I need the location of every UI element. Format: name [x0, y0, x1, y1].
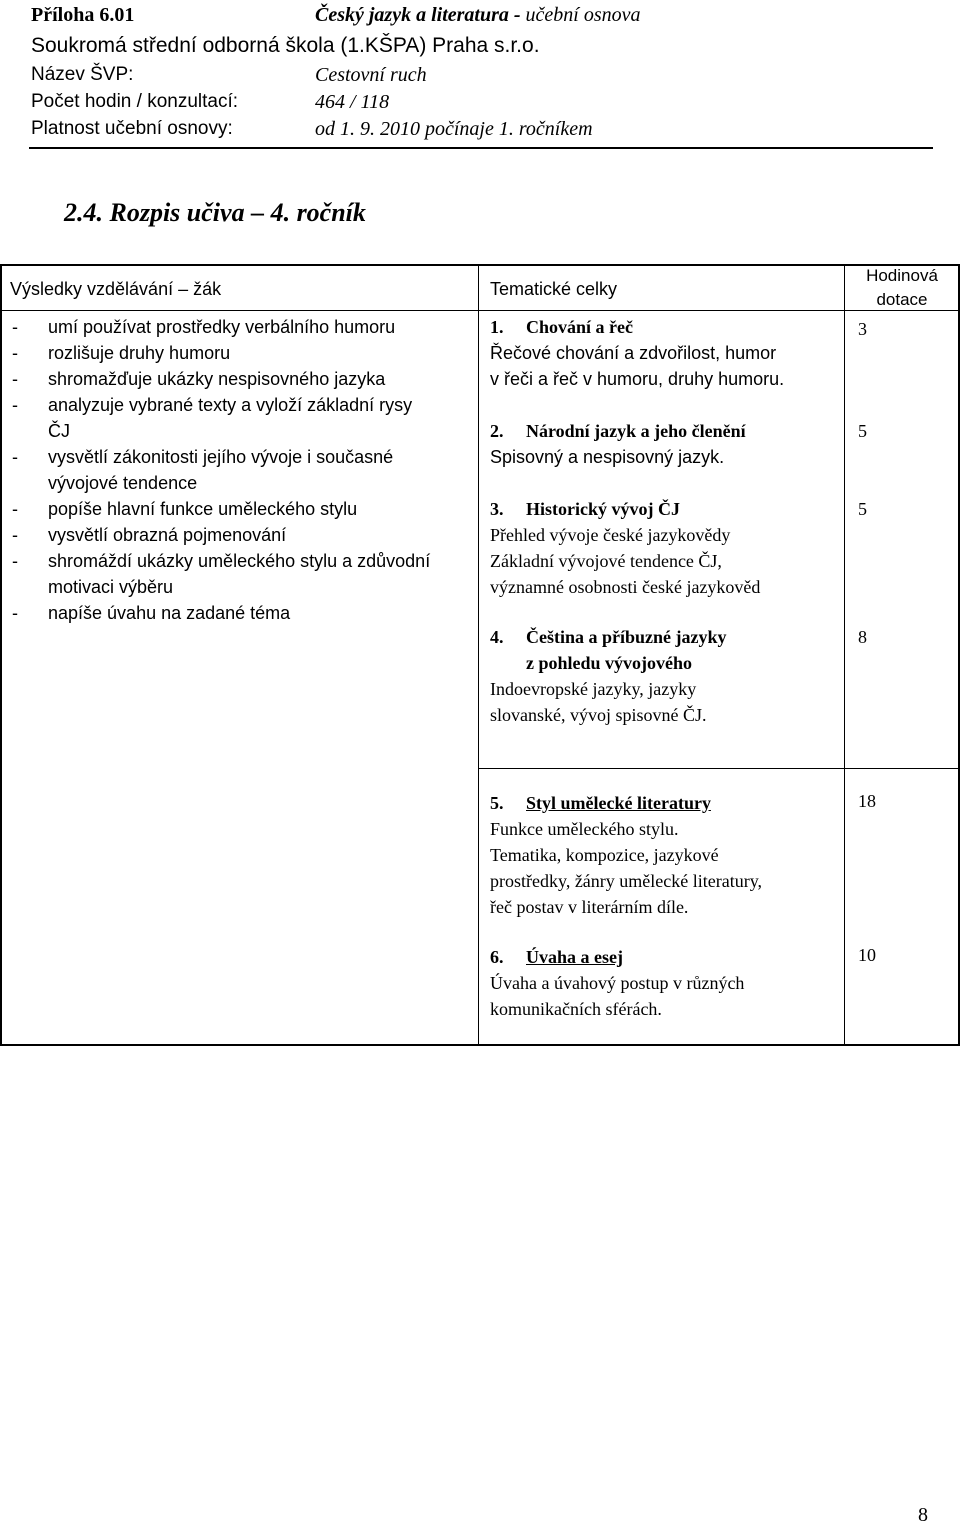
table-col-divider-1	[478, 264, 479, 1046]
outcome-item	[8, 496, 478, 522]
topic-desc: řeč postav v literárním díle.	[490, 897, 689, 917]
outcome-item	[8, 522, 478, 548]
outcome-text: analyzuje vybrané texty a vyloží základní rysy	[48, 395, 413, 415]
table-border-left	[0, 264, 2, 1046]
topic-title: Styl umělecké literatury	[526, 793, 711, 813]
validity-value: od 1. 9. 2010 počínaje 1. ročníkem	[315, 118, 593, 140]
outcome-item	[8, 392, 478, 444]
outcome-text-cont: motivaci výběru	[48, 577, 174, 597]
topic-desc: Funkce uměleckého stylu.	[490, 819, 679, 839]
svp-value: Cestovní ruch	[315, 64, 427, 86]
outcome-text-cont: ČJ	[48, 421, 70, 441]
topic-desc: slovanské, vývoj spisovné ČJ.	[490, 705, 707, 725]
topic-number: 6.	[490, 947, 504, 967]
svp-label: Název ŠVP:	[31, 64, 134, 85]
outcome-text: vysvětlí zákonitosti jejího vývoje i současné	[48, 447, 394, 467]
topic-5	[490, 790, 840, 920]
topic-title: Národní jazyk a jeho členění	[526, 421, 746, 441]
list-dash: -	[12, 317, 18, 337]
outcome-text: shromáždí ukázky uměleckého stylu a zdůvodní	[48, 551, 431, 571]
subject-suffix: učební osnova	[525, 4, 641, 26]
outcome-item	[8, 600, 478, 626]
outcome-item	[8, 366, 478, 392]
topic-desc: významné osobnosti české jazykověd	[490, 577, 761, 597]
list-dash: -	[12, 343, 18, 363]
outcome-text: umí používat prostředky verbálního humoru	[48, 317, 396, 337]
column-header-hours-line1: Hodinová	[866, 266, 938, 285]
list-dash: -	[12, 499, 18, 519]
topic-1-hours: 3	[858, 319, 867, 339]
subject-name: Český jazyk a literatura -	[315, 4, 521, 26]
topic-title-cont: z pohledu vývojového	[526, 653, 693, 673]
topic-title: Chování a řeč	[526, 317, 633, 337]
topic-desc: Přehled vývoje české jazykovědy	[490, 525, 731, 545]
validity-row	[31, 116, 593, 142]
topic-2	[490, 418, 840, 470]
hours-row	[31, 89, 390, 115]
list-dash: -	[12, 395, 18, 415]
topic-desc: Indoevropské jazyky, jazyky	[490, 679, 697, 699]
topic-3-hours: 5	[858, 499, 867, 519]
outcome-text: popíše hlavní funkce uměleckého stylu	[48, 499, 358, 519]
school-name: Soukromá střední odborná škola (1.KŠPA) Praha s.r.o.	[31, 34, 540, 57]
table-border-bottom	[0, 1044, 960, 1046]
topic-1	[490, 314, 840, 392]
outcome-item	[8, 444, 478, 496]
topic-number: 2.	[490, 421, 504, 441]
column-header-topics: Tematické celky	[490, 279, 618, 299]
header-appendix-row	[31, 2, 641, 28]
column-header-outcomes: Výsledky vzdělávání – žák	[10, 279, 222, 299]
topic-4-hours: 8	[858, 627, 867, 647]
topic-desc: v řeči a řeč v humoru, druhy humoru.	[490, 369, 785, 389]
topic-desc: prostředky, žánry umělecké literatury,	[490, 871, 763, 891]
topic-number: 4.	[490, 627, 504, 647]
svp-row	[31, 62, 427, 88]
header-divider	[29, 147, 933, 149]
outcome-text: napíše úvahu na zadané téma	[48, 603, 291, 623]
topic-desc: Základní vývojové tendence ČJ,	[490, 551, 722, 571]
list-dash: -	[12, 369, 18, 389]
topic-desc: Tematika, kompozice, jazykové	[490, 845, 719, 865]
appendix-label: Příloha 6.01	[31, 4, 135, 26]
subject-title	[315, 2, 641, 28]
topic-5-hours: 18	[858, 791, 876, 811]
column-header-hours	[844, 264, 960, 312]
topic-title: Čeština a příbuzné jazyky	[526, 627, 727, 647]
column-header-hours-line2: dotace	[876, 290, 928, 309]
outcome-text: shromažďuje ukázky nespisovného jazyka	[48, 369, 386, 389]
outcome-item	[8, 314, 478, 340]
topic-desc: Úvaha a úvahový postup v různých	[490, 973, 745, 993]
page-number: 8	[918, 1504, 928, 1526]
validity-label: Platnost učební osnovy:	[31, 118, 233, 139]
table-header-divider	[0, 310, 960, 311]
topic-2-hours: 5	[858, 421, 867, 441]
hours-label: Počet hodin / konzultací:	[31, 91, 239, 112]
hours-value: 464 / 118	[315, 91, 390, 113]
outcome-text: vysvětlí obrazná pojmenování	[48, 525, 287, 545]
topic-title: Úvaha a esej	[526, 947, 623, 967]
topic-number: 3.	[490, 499, 504, 519]
list-dash: -	[12, 551, 18, 571]
section-title: 2.4. Rozpis učiva – 4. ročník	[64, 198, 366, 227]
outcomes-list	[8, 314, 478, 626]
outcome-item	[8, 548, 478, 600]
topic-number: 1.	[490, 317, 504, 337]
topic-6-hours: 10	[858, 945, 876, 965]
topic-title: Historický vývoj ČJ	[526, 499, 680, 519]
table-border-top	[0, 264, 960, 266]
outcome-item	[8, 340, 478, 366]
outcome-text: rozlišuje druhy humoru	[48, 343, 231, 363]
topic-4	[490, 624, 840, 728]
topic-desc: Řečové chování a zdvořilost, humor	[490, 343, 777, 363]
table-row-divider	[478, 768, 960, 769]
topic-6	[490, 944, 840, 1022]
topic-3	[490, 496, 840, 600]
topic-number: 5.	[490, 793, 504, 813]
list-dash: -	[12, 525, 18, 545]
topic-desc: Spisovný a nespisovný jazyk.	[490, 447, 725, 467]
list-dash: -	[12, 447, 18, 467]
table-col-divider-2	[844, 264, 845, 1046]
topic-desc: komunikačních sférách.	[490, 999, 662, 1019]
list-dash: -	[12, 603, 18, 623]
outcome-text-cont: vývojové tendence	[48, 473, 198, 493]
